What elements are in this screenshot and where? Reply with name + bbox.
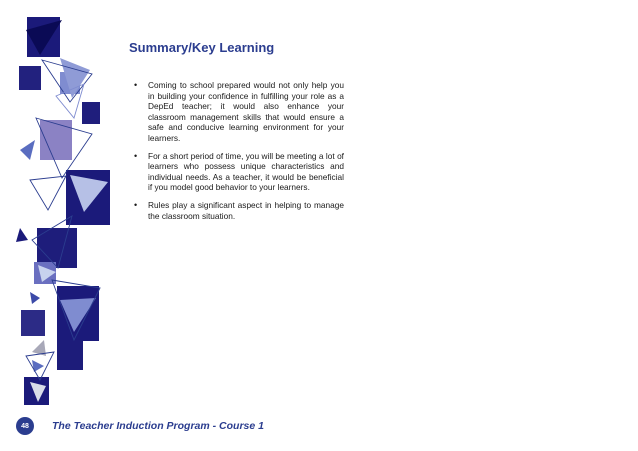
page-footer [16, 417, 264, 435]
key-learning-list [134, 80, 344, 228]
list-item: • For a short period of time, you will be meeting a lot of learners who possess unique characteristics and individual needs. As a teacher, it would be beneficial if you model good behavior to your learners. [134, 151, 344, 193]
deco-square [19, 66, 41, 90]
program-title: The Teacher Induction Program - Course 1 [52, 420, 264, 432]
page-title: Summary/Key Learning [129, 40, 275, 55]
deco-square [82, 102, 100, 124]
deco-triangle [16, 228, 28, 242]
decorative-geometric-pattern [0, 0, 120, 420]
deco-triangle [30, 292, 40, 304]
deco-square [21, 310, 45, 336]
page-number-badge: 48 [16, 417, 34, 435]
deco-square [40, 120, 72, 160]
deco-triangle-outline [30, 176, 66, 210]
deco-triangle [20, 140, 35, 160]
list-item: • Coming to school prepared would not only help you in building your confidence in fulfilling your role as a DepEd teacher; it would also enhance your classroom management skills that would ensure a safe and conducive learning environment for your learners. [134, 80, 344, 144]
list-item: • Rules play a significant aspect in helping to manage the classroom situation. [134, 200, 344, 221]
deco-square [57, 340, 83, 370]
